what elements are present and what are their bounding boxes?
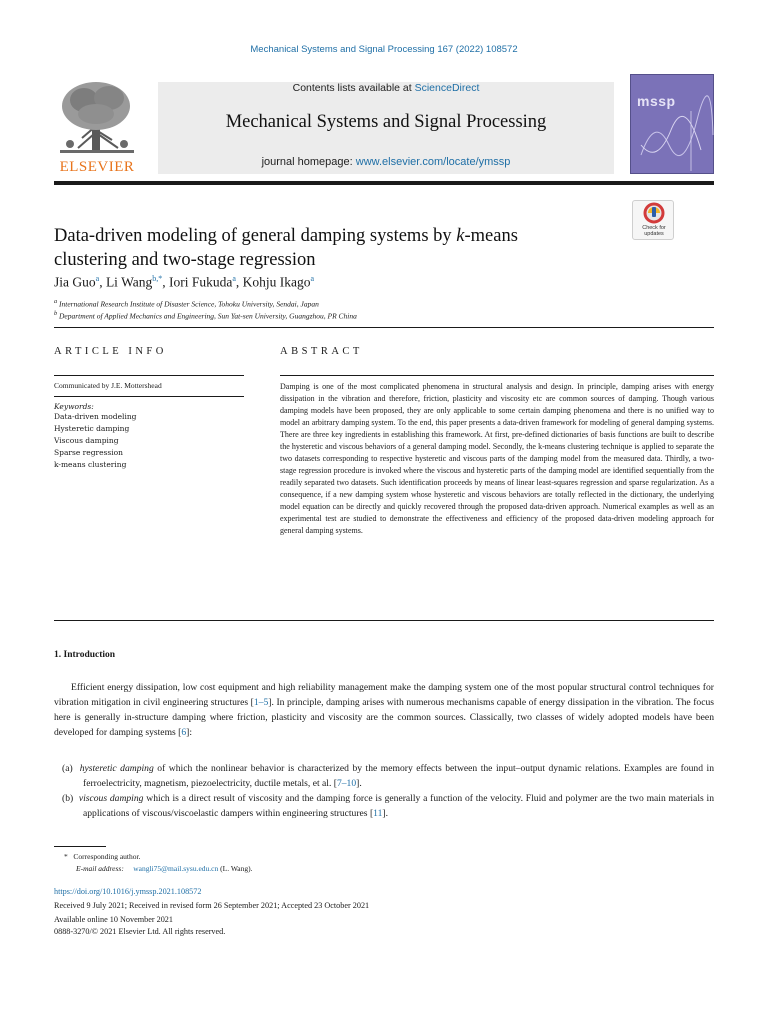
keyword: Sparse regression: [54, 448, 123, 457]
paper-title: [54, 224, 614, 272]
section-heading-introduction: 1. Introduction: [54, 650, 116, 660]
citation-link[interactable]: 7–10: [336, 778, 357, 789]
check-for-updates-label: Check for updates: [642, 225, 666, 237]
footnote-corresponding: [54, 852, 140, 861]
sciencedirect-link[interactable]: ScienceDirect: [414, 82, 480, 94]
contents-prefix: Contents lists available at: [292, 82, 415, 94]
author-name[interactable]: Kohju Ikago: [242, 274, 311, 290]
article-info-panel: [54, 346, 244, 471]
received-dates: Received 9 July 2021; Received in revised form 26 September 2021; Accepted 23 October 2021: [54, 901, 370, 910]
citation-link[interactable]: 11: [373, 808, 383, 819]
affiliation-b: [54, 310, 694, 321]
title-part: Data-driven modeling of general damping systems by: [54, 226, 457, 246]
journal-homepage-link[interactable]: www.elsevier.com/locate/ymssp: [355, 156, 511, 168]
affiliation-rule: [54, 327, 714, 328]
elsevier-logo: [54, 78, 140, 176]
copyright: 0888-3270/© 2021 Elsevier Ltd. All rights reserved.: [54, 927, 226, 936]
abstract-rule: [54, 620, 714, 621]
paragraph-text: Efficient energy dissipation, low cost equipment and high reliability management make the damping system one of the most popular structural control techniques for vibration mitigation in civil engineering structures [: [54, 682, 714, 708]
available-online: Available online 10 November 2021: [54, 915, 173, 924]
affiliation-text: International Research Institute of Disaster Science, Tohoku University, Sendai, Japan: [59, 299, 319, 309]
author-affiliation-mark[interactable]: a: [310, 274, 315, 283]
footnote-rule: [54, 846, 106, 847]
journal-cover-image: [630, 74, 714, 174]
doi-link[interactable]: https://doi.org/10.1016/j.ymssp.2021.108572: [54, 887, 202, 896]
paragraph-text: ]:: [186, 727, 193, 738]
author-name[interactable]: Li Wang: [105, 274, 153, 290]
author-name[interactable]: Iori Fukuda: [168, 274, 233, 290]
check-for-updates-button[interactable]: [632, 200, 674, 240]
item-text: ].: [382, 808, 388, 819]
author-name[interactable]: Jia Guo: [54, 274, 96, 290]
article-info-heading: ARTICLE INFO: [54, 346, 167, 357]
header-rule: [54, 181, 714, 185]
affiliation-a: [54, 298, 694, 309]
email-link[interactable]: wangli75@mail.sysu.edu.cn: [133, 864, 219, 873]
title-line-2: clustering and two-stage regression: [54, 250, 316, 270]
journal-title: Mechanical Systems and Signal Processing: [225, 112, 547, 132]
affiliation-mark: b: [54, 310, 58, 317]
affiliation-mark: a: [54, 298, 58, 305]
keyword: k-means clustering: [54, 460, 127, 469]
citation-link[interactable]: 1–5: [253, 697, 269, 708]
email-label: E-mail address:: [76, 864, 124, 873]
communicated-by: Communicated by J.E. Mottershead: [54, 375, 244, 397]
email-suffix: (L. Wang).: [218, 864, 253, 873]
intro-paragraph: [54, 680, 714, 740]
item-text: which is a direct result of viscosity and the damping force is generally a function of the velocity. Fluid and polymer are the two main materials in applications of viscous/viscoelastic dampers within engineering structures [: [83, 793, 714, 819]
list-item-viscous: [62, 791, 714, 821]
list-marker: (a): [62, 763, 73, 774]
homepage-prefix: journal homepage:: [261, 156, 356, 168]
keyword: Viscous damping: [54, 436, 119, 445]
contents-line: [158, 82, 614, 94]
item-text: ].: [356, 778, 362, 789]
journal-banner: [158, 82, 614, 174]
item-text: of which the nonlinear behavior is characterized by the memory effects between the input–output dynamic relations. Examples are found in ferroelectricity, magnetism, piezoelectricity, ductile metals, et al. [: [83, 763, 714, 789]
term: hysteretic damping: [79, 763, 154, 774]
list-item-hysteretic: [62, 761, 714, 791]
list-marker: (b): [62, 793, 74, 804]
journal-citation-link[interactable]: Mechanical Systems and Signal Processing 167 (2022) 108572: [250, 44, 518, 55]
keywords-label: Keywords:: [54, 402, 94, 411]
keyword: Data-driven modeling: [54, 412, 137, 421]
cover-title: mssp: [637, 93, 676, 109]
paragraph-text: ]. In principle, damping arises with numerous mechanisms capable of energy dissipation in the vibration. The focus here is generally in-structure damping where friction, plasticity and viscosity are the common sources. Classically, two classes of widely adopted models have been developed for damping systems [: [54, 697, 714, 738]
cover-wave-graphic: [631, 75, 715, 175]
keyword: Hysteretic damping: [54, 424, 130, 433]
footnote-mark: *: [64, 852, 68, 861]
affiliation-text: Department of Applied Mechanics and Engineering, Sun Yat-sen University, Guangzhou, PR China: [59, 311, 357, 321]
title-k: k: [456, 226, 465, 246]
term: viscous damping: [78, 793, 144, 804]
author-affiliation-mark[interactable]: a: [95, 274, 100, 283]
elsevier-tree-icon: [54, 78, 140, 156]
author-list: Jia Guo$^a$, Li Wang$^{b,*}$, Iori Fukuda$^a$, Kohju Ikago$^a$: [54, 274, 315, 290]
author-affiliation-mark[interactable]: a: [232, 274, 236, 283]
citation-link[interactable]: 6: [181, 727, 187, 738]
check-updates-icon: [633, 201, 675, 225]
abstract-heading: ABSTRACT: [280, 346, 363, 357]
elsevier-wordmark: ELSEVIER: [59, 159, 135, 175]
footnote-text: Corresponding author.: [73, 852, 141, 861]
abstract-text: Damping is one of the most complicated phenomena in structural analysis and design. In principle, damping arises with energy dissipation in the vibration and therefore, friction, plasticity and viscosity etc are common sources of damping. Though various damping models have been proposed, they are only applicable to some certain damping phenomena and there is no unified way to model an arbitrary damping system. To the end, this paper presents a data-driven framework for modeling of general damping systems. There are three key ingredients in establishing this framework. At first, pre-defined dictionaries of basis functions are built to describe the hysteretic and viscous behaviors of a general damping model. Secondly, the k-means clustering technique is applied to separate the two datasets corresponding to respective hysteretic and viscous parts of the damping model from the measured data. Thirdly, a two-stage regression procedure is invoked where the viscous and hysteretic parts of the damping model are identified sequentially from the readily separated two datasets. Such identification proceeds by means of linear least-squares regression and sparse regularization. As a consequence, if a new damping system whose hysteretic and viscous behaviors are totally reflected in the dictionary, the underlying model equation can be directly and quickly recovered through the proposed data-driven approach. Numerical examples as well as an experimental test are studied to demonstrate the effectiveness and efficiency of the proposed data-driven modeling approach for general damping systems.: [280, 375, 714, 542]
footnote-email: [76, 864, 253, 873]
abstract-panel: [280, 346, 714, 542]
homepage-line: [158, 156, 614, 168]
author-affiliation-mark[interactable]: b,*: [152, 274, 163, 283]
title-part: -means: [464, 226, 518, 246]
